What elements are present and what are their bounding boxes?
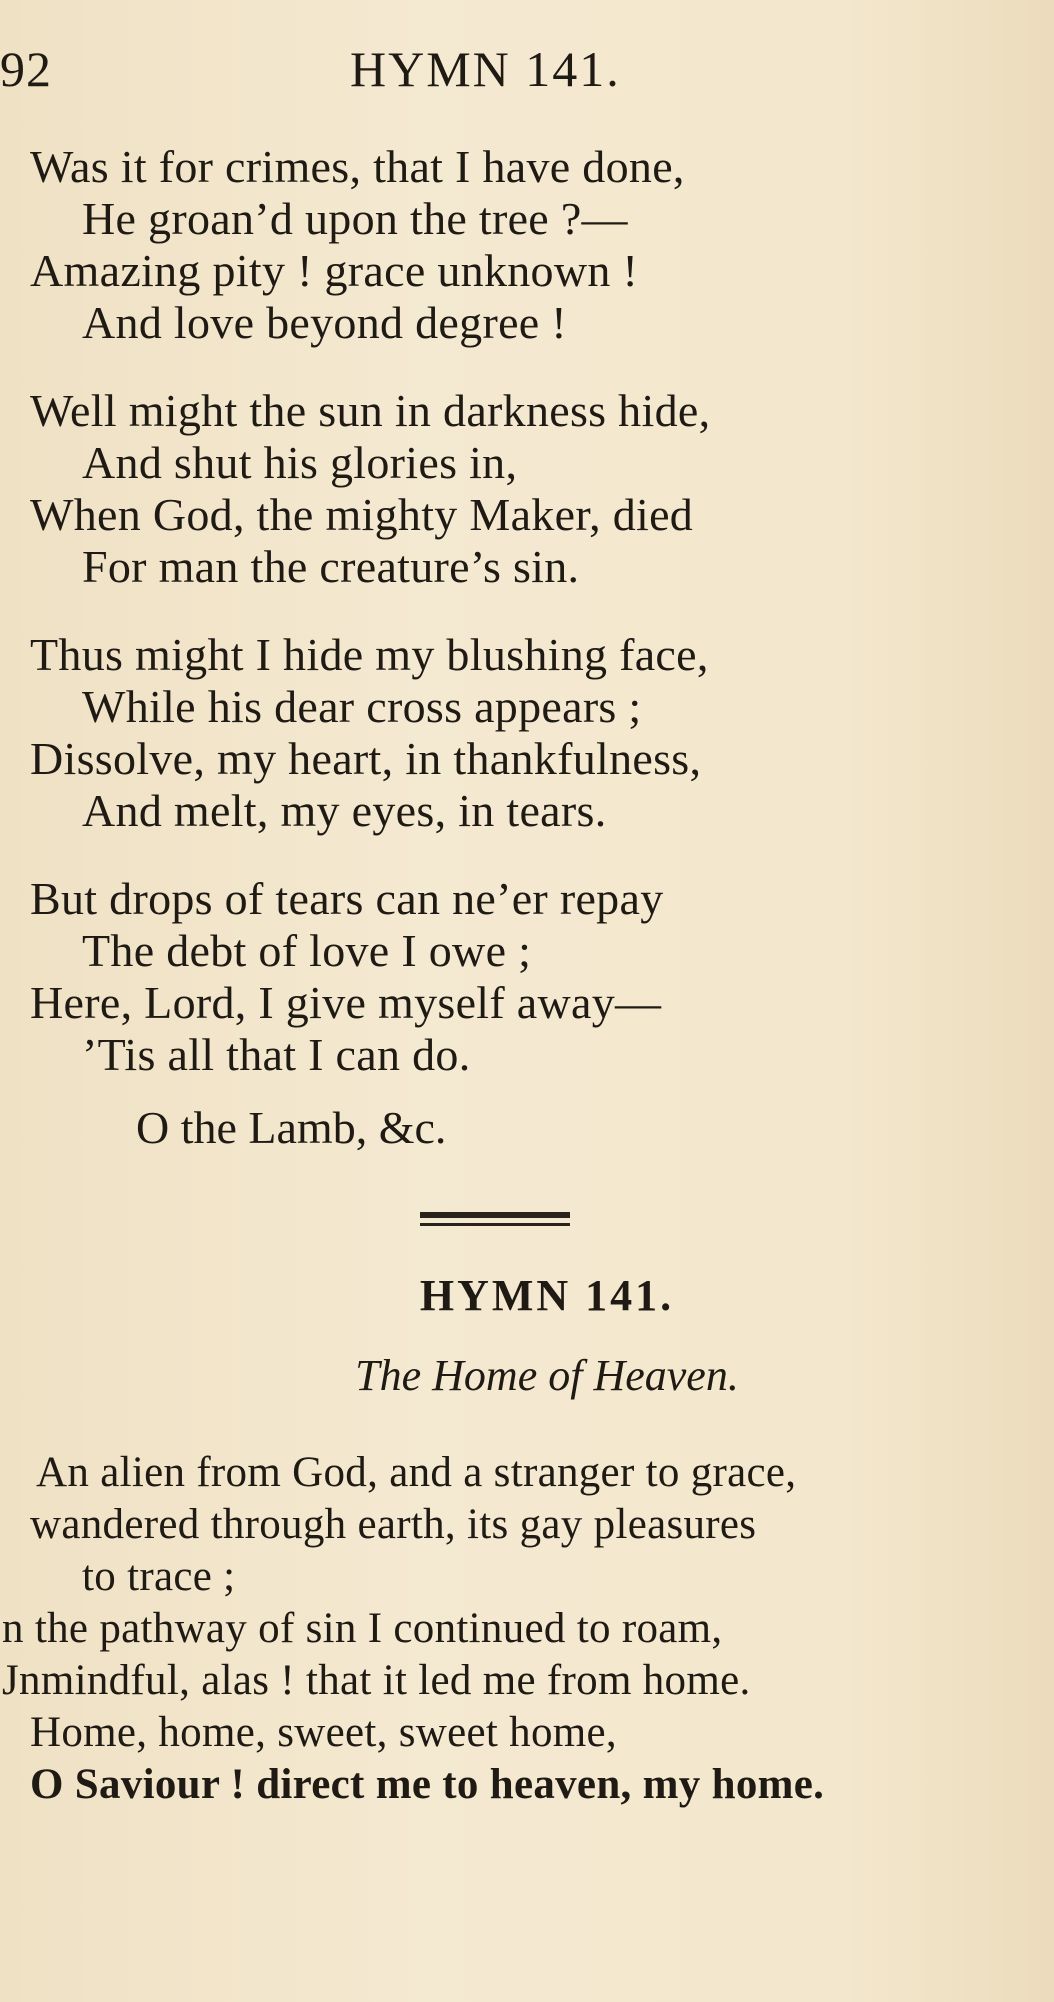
hymn-refrain-line: Home, home, sweet, sweet home, [30,1709,617,1756]
stanza-line: But drops of tears can ne’er repay [30,873,664,924]
hymn-line: wandered through earth, its gay pleasures [30,1501,757,1548]
hymn-line: to trace ; [82,1553,236,1600]
hymn-line: An alien from God, and a stranger to grace, [36,1449,797,1496]
section-divider [420,1212,570,1226]
stanza-line: He groan’d upon the tree ?— [82,193,628,244]
stanza-line: The debt of love I owe ; [82,925,532,976]
page-number: 92 [0,41,52,97]
stanza-line: For man the creature’s sin. [82,541,580,592]
running-head-title: HYMN 141. [350,41,621,97]
stanza-line: Well might the sun in darkness hide, [30,385,711,436]
hymn-subtitle: The Home of Heaven. [355,1351,739,1400]
stanza-line: Amazing pity ! grace unknown ! [30,245,639,296]
hymn-refrain-line: O Saviour ! direct me to heaven, my home. [30,1761,825,1808]
stanza-line: Thus might I hide my blushing face, [30,629,709,680]
chorus-reference: O the Lamb, &c. [136,1102,447,1153]
hymn-heading: HYMN 141. [419,1271,675,1320]
stanza-line: When God, the mighty Maker, died [30,489,694,540]
running-head [0,40,1054,100]
stanza-line: While his dear cross appears ; [82,681,642,732]
hymn-line: n the pathway of sin I continued to roam, [2,1605,723,1652]
stanza-line: Was it for crimes, that I have done, [30,141,685,192]
stanza-line: Here, Lord, I give myself away— [30,977,662,1028]
stanza-line: And shut his glories in, [82,437,518,488]
stanza-line: And love beyond degree ! [82,297,567,348]
hymn-line: Jnmindful, alas ! that it led me from home. [2,1657,751,1704]
stanza-line: And melt, my eyes, in tears. [82,785,607,836]
stanza-line: Dissolve, my heart, in thankfulness, [30,733,702,784]
stanza-line: ’Tis all that I can do. [82,1029,471,1080]
